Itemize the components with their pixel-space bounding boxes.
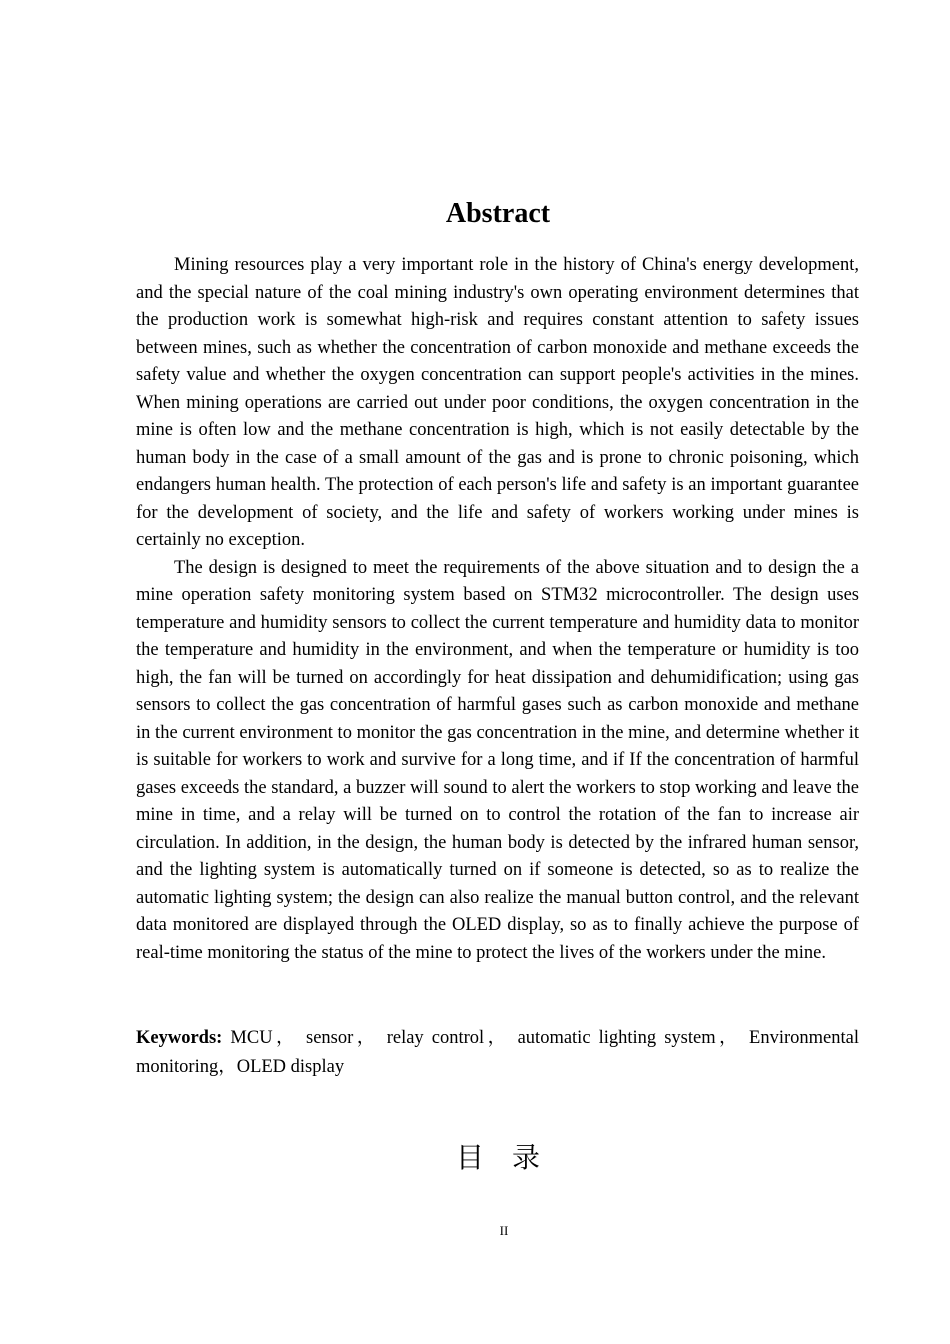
- abstract-heading: Abstract: [445, 198, 551, 229]
- keywords-line: [136, 1024, 859, 1081]
- keywords-label: Keywords:: [136, 1028, 223, 1048]
- table-of-contents-heading: 目录: [455, 1141, 568, 1174]
- keywords-list: MCU， sensor， relay control， automatic lighting system， Environmental monitoring，OLED display: [136, 1028, 860, 1077]
- abstract-paragraph-1: Mining resources play a very important role in the history of China's energy development, and the special nature of the coal mining industry's own operating environment determines that the production work is somewhat high-risk and requires constant attention to safety issues between mines, such as whether the concentration of carbon monoxide and methane exceeds the safety value and whether the oxygen concentration can support people's activities in the mines. When mining operations are carried out under poor conditions, the oxygen concentration in the mine is often low and the methane concentration is high, which is not easily detectable by the human body in the case of a small amount of the gas and is prone to chronic poisoning, which endangers human health. The protection of each person's life and safety is an important guarantee for the development of society, and the life and safety of workers working under mines is certainly no exception.: [136, 255, 859, 550]
- abstract-body: [136, 252, 859, 967]
- page-number: II: [499, 1223, 509, 1238]
- abstract-paragraph-2: The design is designed to meet the requirements of the above situation and to design the a mine operation safety monitoring system based on STM32 microcontroller. The design uses temperature and humidity sensors to collect the current temperature and humidity data to monitor the temperature and humidity in the environment, and when the temperature or humidity is too high, the fan will be turned on accordingly for heat dissipation and dehumidification; using gas sensors to collect the gas concentration of harmful gases such as carbon monoxide and methane in the current environment to monitor the gas concentration in the mine, and determine whether it is suitable for workers to work and survive for a long time, and if If the concentration of harmful gases exceeds the standard, a buzzer will sound to alert the workers to stop working and leave the mine in time, and a relay will be turned on to control the rotation of the fan to increase air circulation. In addition, in the design, the human body is detected by the infrared human sensor, and the lighting system is automatically turned on if someone is detected, so as to realize the automatic lighting system; the design can also realize the manual button control, and the relevant data monitored are displayed through the OLED display, so as to finally achieve the purpose of real-time monitoring the status of the mine to protect the lives of the workers under the mine.: [136, 557, 859, 963]
